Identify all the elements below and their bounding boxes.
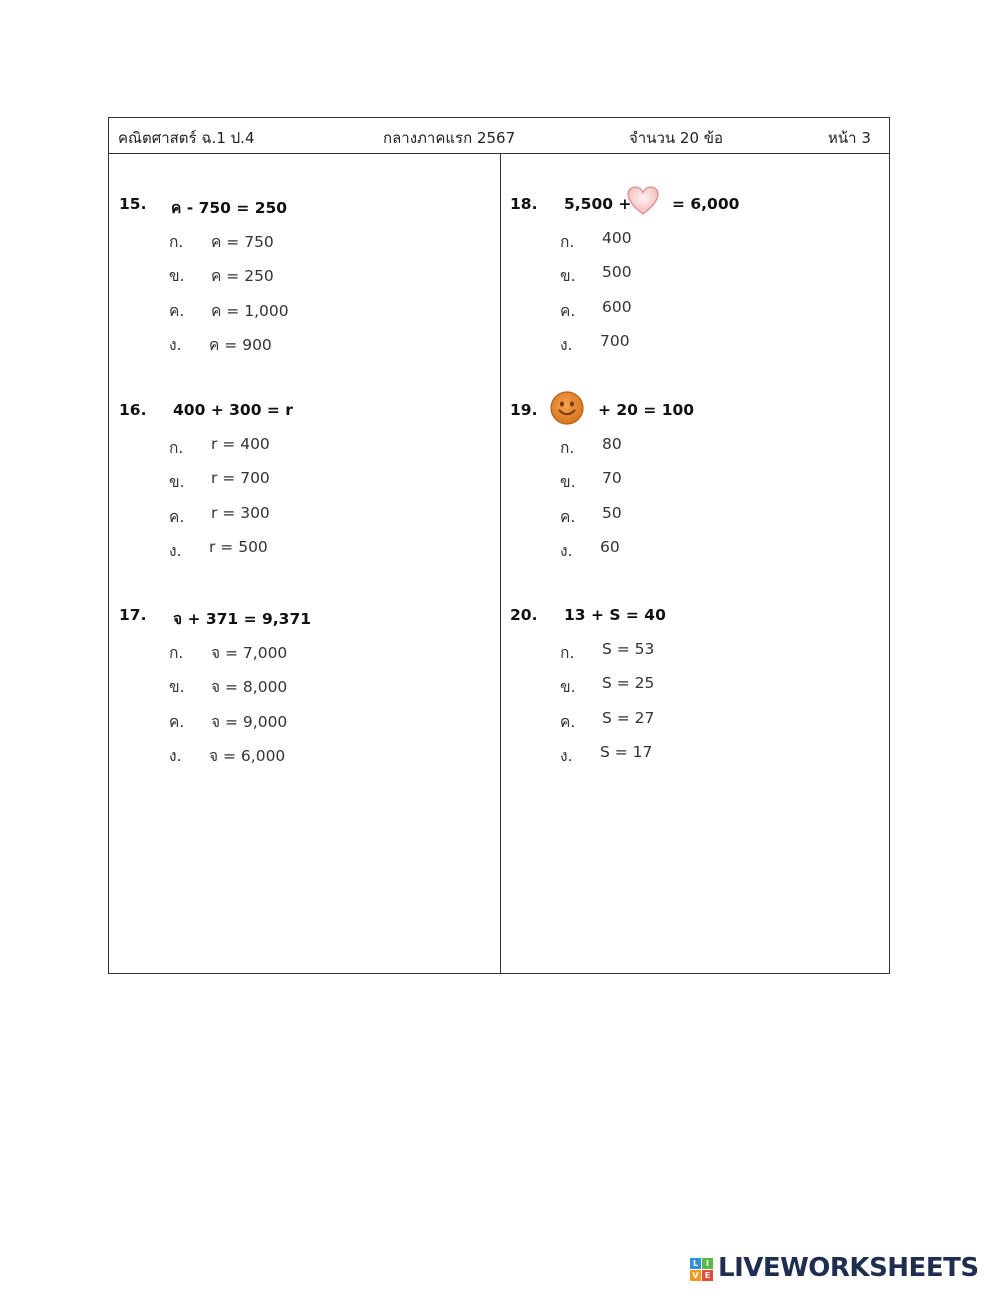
option-value: 80 — [602, 435, 622, 453]
option-label: ก. — [169, 439, 184, 457]
option-value: r = 700 — [211, 469, 270, 487]
question-text: จ + 371 = 9,371 — [173, 610, 312, 628]
option-value: S = 27 — [602, 709, 655, 727]
option-label: ง. — [560, 336, 573, 354]
column-divider — [500, 154, 501, 973]
option-value: ค = 900 — [209, 336, 272, 354]
question-number: 17. — [119, 606, 147, 624]
question-text: 400 + 300 = r — [173, 401, 293, 419]
option-value: r = 400 — [211, 435, 270, 453]
option-label: ข. — [169, 678, 185, 696]
logo-text: LIVEWORKSHEETS — [718, 1253, 979, 1283]
option-label: ก. — [560, 233, 575, 251]
logo-letter: L — [690, 1258, 701, 1269]
option-value: ค = 250 — [211, 267, 274, 285]
option-value: จ = 7,000 — [211, 644, 288, 662]
worksheet-frame — [108, 117, 890, 974]
option-label: ง. — [560, 747, 573, 765]
option-value: r = 500 — [209, 538, 268, 556]
header-page: หน้า 3 — [828, 129, 871, 147]
option-value: 700 — [600, 332, 630, 350]
option-label: ข. — [560, 267, 576, 285]
question-number: 16. — [119, 401, 147, 419]
question-text: ค - 750 = 250 — [171, 199, 288, 217]
option-value: 600 — [602, 298, 632, 316]
option-value: 70 — [602, 469, 622, 487]
question-number: 18. — [510, 195, 538, 213]
option-value: 50 — [602, 504, 622, 522]
header-count: จำนวน 20 ข้อ — [629, 129, 724, 147]
option-label: ข. — [169, 267, 185, 285]
option-label: ค. — [169, 508, 185, 526]
option-value: จ = 8,000 — [211, 678, 288, 696]
option-label: ก. — [560, 644, 575, 662]
header-subject: คณิตศาสตร์ ฉ.1 ป.4 — [118, 129, 255, 147]
option-value: จ = 6,000 — [209, 747, 286, 765]
option-label: ก. — [169, 233, 184, 251]
option-label: ค. — [560, 302, 576, 320]
header-term: กลางภาคแรก 2567 — [383, 129, 516, 147]
option-value: S = 17 — [600, 743, 653, 761]
logo-letter: I — [702, 1258, 713, 1269]
option-label: ก. — [560, 439, 575, 457]
option-label: ค. — [169, 302, 185, 320]
option-label: ง. — [560, 542, 573, 560]
question-number: 19. — [510, 401, 538, 419]
option-label: ง. — [169, 747, 182, 765]
option-label: ค. — [169, 713, 185, 731]
option-label: ข. — [560, 678, 576, 696]
heart-icon — [626, 185, 660, 217]
option-label: ข. — [560, 473, 576, 491]
option-value: 60 — [600, 538, 620, 556]
option-label: ง. — [169, 336, 182, 354]
option-value: S = 53 — [602, 640, 655, 658]
option-value: S = 25 — [602, 674, 655, 692]
logo-letter: E — [702, 1270, 713, 1281]
option-value: จ = 9,000 — [211, 713, 288, 731]
option-label: ค. — [560, 713, 576, 731]
option-label: ข. — [169, 473, 185, 491]
option-value: ค = 750 — [211, 233, 274, 251]
logo-mark-icon — [690, 1258, 714, 1282]
option-label: ก. — [169, 644, 184, 662]
question-text-after: = 6,000 — [672, 195, 740, 213]
question-number: 15. — [119, 195, 147, 213]
option-value: 500 — [602, 263, 632, 281]
question-number: 20. — [510, 606, 538, 624]
option-label: ค. — [560, 508, 576, 526]
option-label: ง. — [169, 542, 182, 560]
option-value: r = 300 — [211, 504, 270, 522]
option-value: 400 — [602, 229, 632, 247]
question-text: 13 + S = 40 — [564, 606, 666, 624]
smiley-icon — [549, 390, 585, 426]
logo-letter: V — [690, 1270, 701, 1281]
question-text-before: 5,500 + — [564, 195, 632, 213]
question-text-after: + 20 = 100 — [598, 401, 695, 419]
option-value: ค = 1,000 — [211, 302, 289, 320]
worksheet-header — [109, 118, 889, 154]
